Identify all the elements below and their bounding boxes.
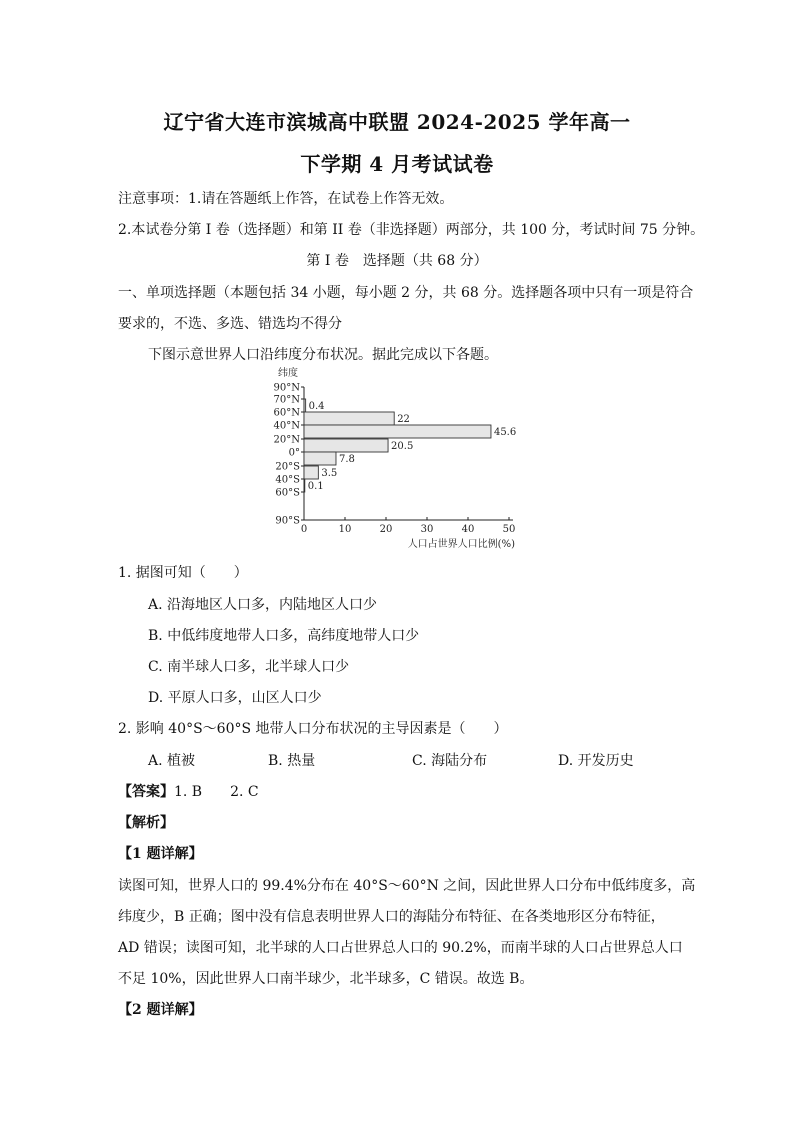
bar-4 [304, 452, 336, 465]
x-axis-title: 人口占世界人口比例(%) [407, 539, 515, 550]
bar-value-label: 3.5 [321, 468, 338, 479]
question-2-stem: 2. 影响 40°S～60°S 地带人口分布状况的主导因素是（ ） [118, 721, 508, 737]
y-tick-label: 20°S [275, 461, 300, 473]
y-tick-label: 40°S [275, 474, 300, 486]
x-tick-label: 20 [379, 524, 393, 535]
detail-1-label: 【1 题详解】 [118, 846, 203, 862]
y-tick-label: 60°S [275, 487, 300, 499]
question-1-option-b: B. 中低纬度地带人口多，高纬度地带人口少 [148, 628, 420, 644]
page-title-line2: 下学期 4 月考试试卷 [300, 152, 494, 176]
x-tick-label: 40 [461, 524, 475, 535]
detail-1-line3: AD 错误；读图可知，北半球的人口占世界总人口的 90.2%，而南半球的人口占世界总人口 [118, 940, 683, 956]
x-tick-label: 30 [420, 524, 434, 535]
bar-2 [304, 425, 491, 438]
answer-label: 【答案】 [118, 784, 174, 800]
answer-text: 1. B 2. C [174, 784, 259, 800]
bar-value-label: 0.1 [307, 481, 324, 492]
answer-line [118, 781, 259, 801]
bar-0 [304, 399, 306, 412]
latitude-population-chart [268, 365, 538, 553]
notice-1: 注意事项：1.请在答题纸上作答，在试卷上作答无效。 [118, 191, 454, 207]
y-tick-label: 60°N [273, 407, 300, 419]
bar-value-label: 45.6 [493, 427, 517, 438]
detail-1-line4: 不足 10%，因此世界人口南半球少，北半球多，C 错误。故选 B。 [118, 971, 534, 987]
question-1-option-c: C. 南半球人口多，北半球人口少 [148, 659, 350, 675]
bar-3 [304, 439, 388, 452]
bar-value-label: 7.8 [338, 454, 355, 465]
bar-5 [304, 466, 318, 479]
analysis-label: 【解析】 [118, 815, 174, 831]
detail-1-line1: 读图可知，世界人口的 99.4%分布在 40°S～60°N 之间，因此世界人口分布中低纬度多，高 [118, 878, 696, 894]
page-title-line1: 辽宁省大连市滨城高中联盟 2024-2025 学年高一 [163, 110, 631, 134]
bar-1 [304, 412, 394, 425]
y-tick-label: 40°N [273, 420, 300, 432]
y-tick-label: 20°N [273, 434, 300, 446]
question-2-option-d: D. 开发历史 [558, 753, 634, 769]
y-axis-title: 纬度 [278, 368, 298, 379]
question-2-option-b: B. 热量 [268, 753, 316, 769]
chart-intro: 下图示意世界人口沿纬度分布状况。据此完成以下各题。 [148, 347, 498, 363]
instructions-line2: 要求的，不选、多选、错选均不得分 [118, 316, 342, 332]
question-2-option-a: A. 植被 [148, 753, 196, 769]
bar-value-label: 22 [397, 414, 410, 425]
bar-value-label: 0.4 [308, 401, 325, 412]
y-tick-label: 90°S [275, 515, 300, 527]
detail-2-label: 【2 题详解】 [118, 1002, 203, 1018]
bar-value-label: 20.5 [391, 441, 414, 452]
x-tick-label: 0 [300, 524, 308, 535]
question-1-stem: 1. 据图可知（ ） [118, 565, 248, 581]
notice-2: 2.本试卷分第 I 卷（选择题）和第 II 卷（非选择题）两部分，共 100 分，考试时间 75 分钟。 [118, 222, 705, 238]
question-1-option-a: A. 沿海地区人口多，内陆地区人口少 [148, 597, 378, 613]
detail-1-line2: 纬度少，B 正确；图中没有信息表明世界人口的海陆分布特征、在各类地形区分布特征， [118, 909, 665, 925]
section-title: 第 I 卷 选择题（共 68 分） [306, 253, 488, 269]
y-tick-label: 70°N [273, 394, 300, 406]
instructions-line1: 一、单项选择题（本题包括 34 小题，每小题 2 分，共 68 分。选择题各项中只有一项是符合 [118, 285, 694, 301]
x-tick-label: 50 [502, 524, 516, 535]
question-2-option-c: C. 海陆分布 [412, 753, 488, 769]
question-1-option-d: D. 平原人口多，山区人口少 [148, 690, 322, 706]
bar-6 [304, 479, 305, 492]
y-tick-label: 90°N [273, 382, 300, 394]
y-tick-label: 0° [288, 447, 300, 459]
x-tick-label: 10 [338, 524, 352, 535]
